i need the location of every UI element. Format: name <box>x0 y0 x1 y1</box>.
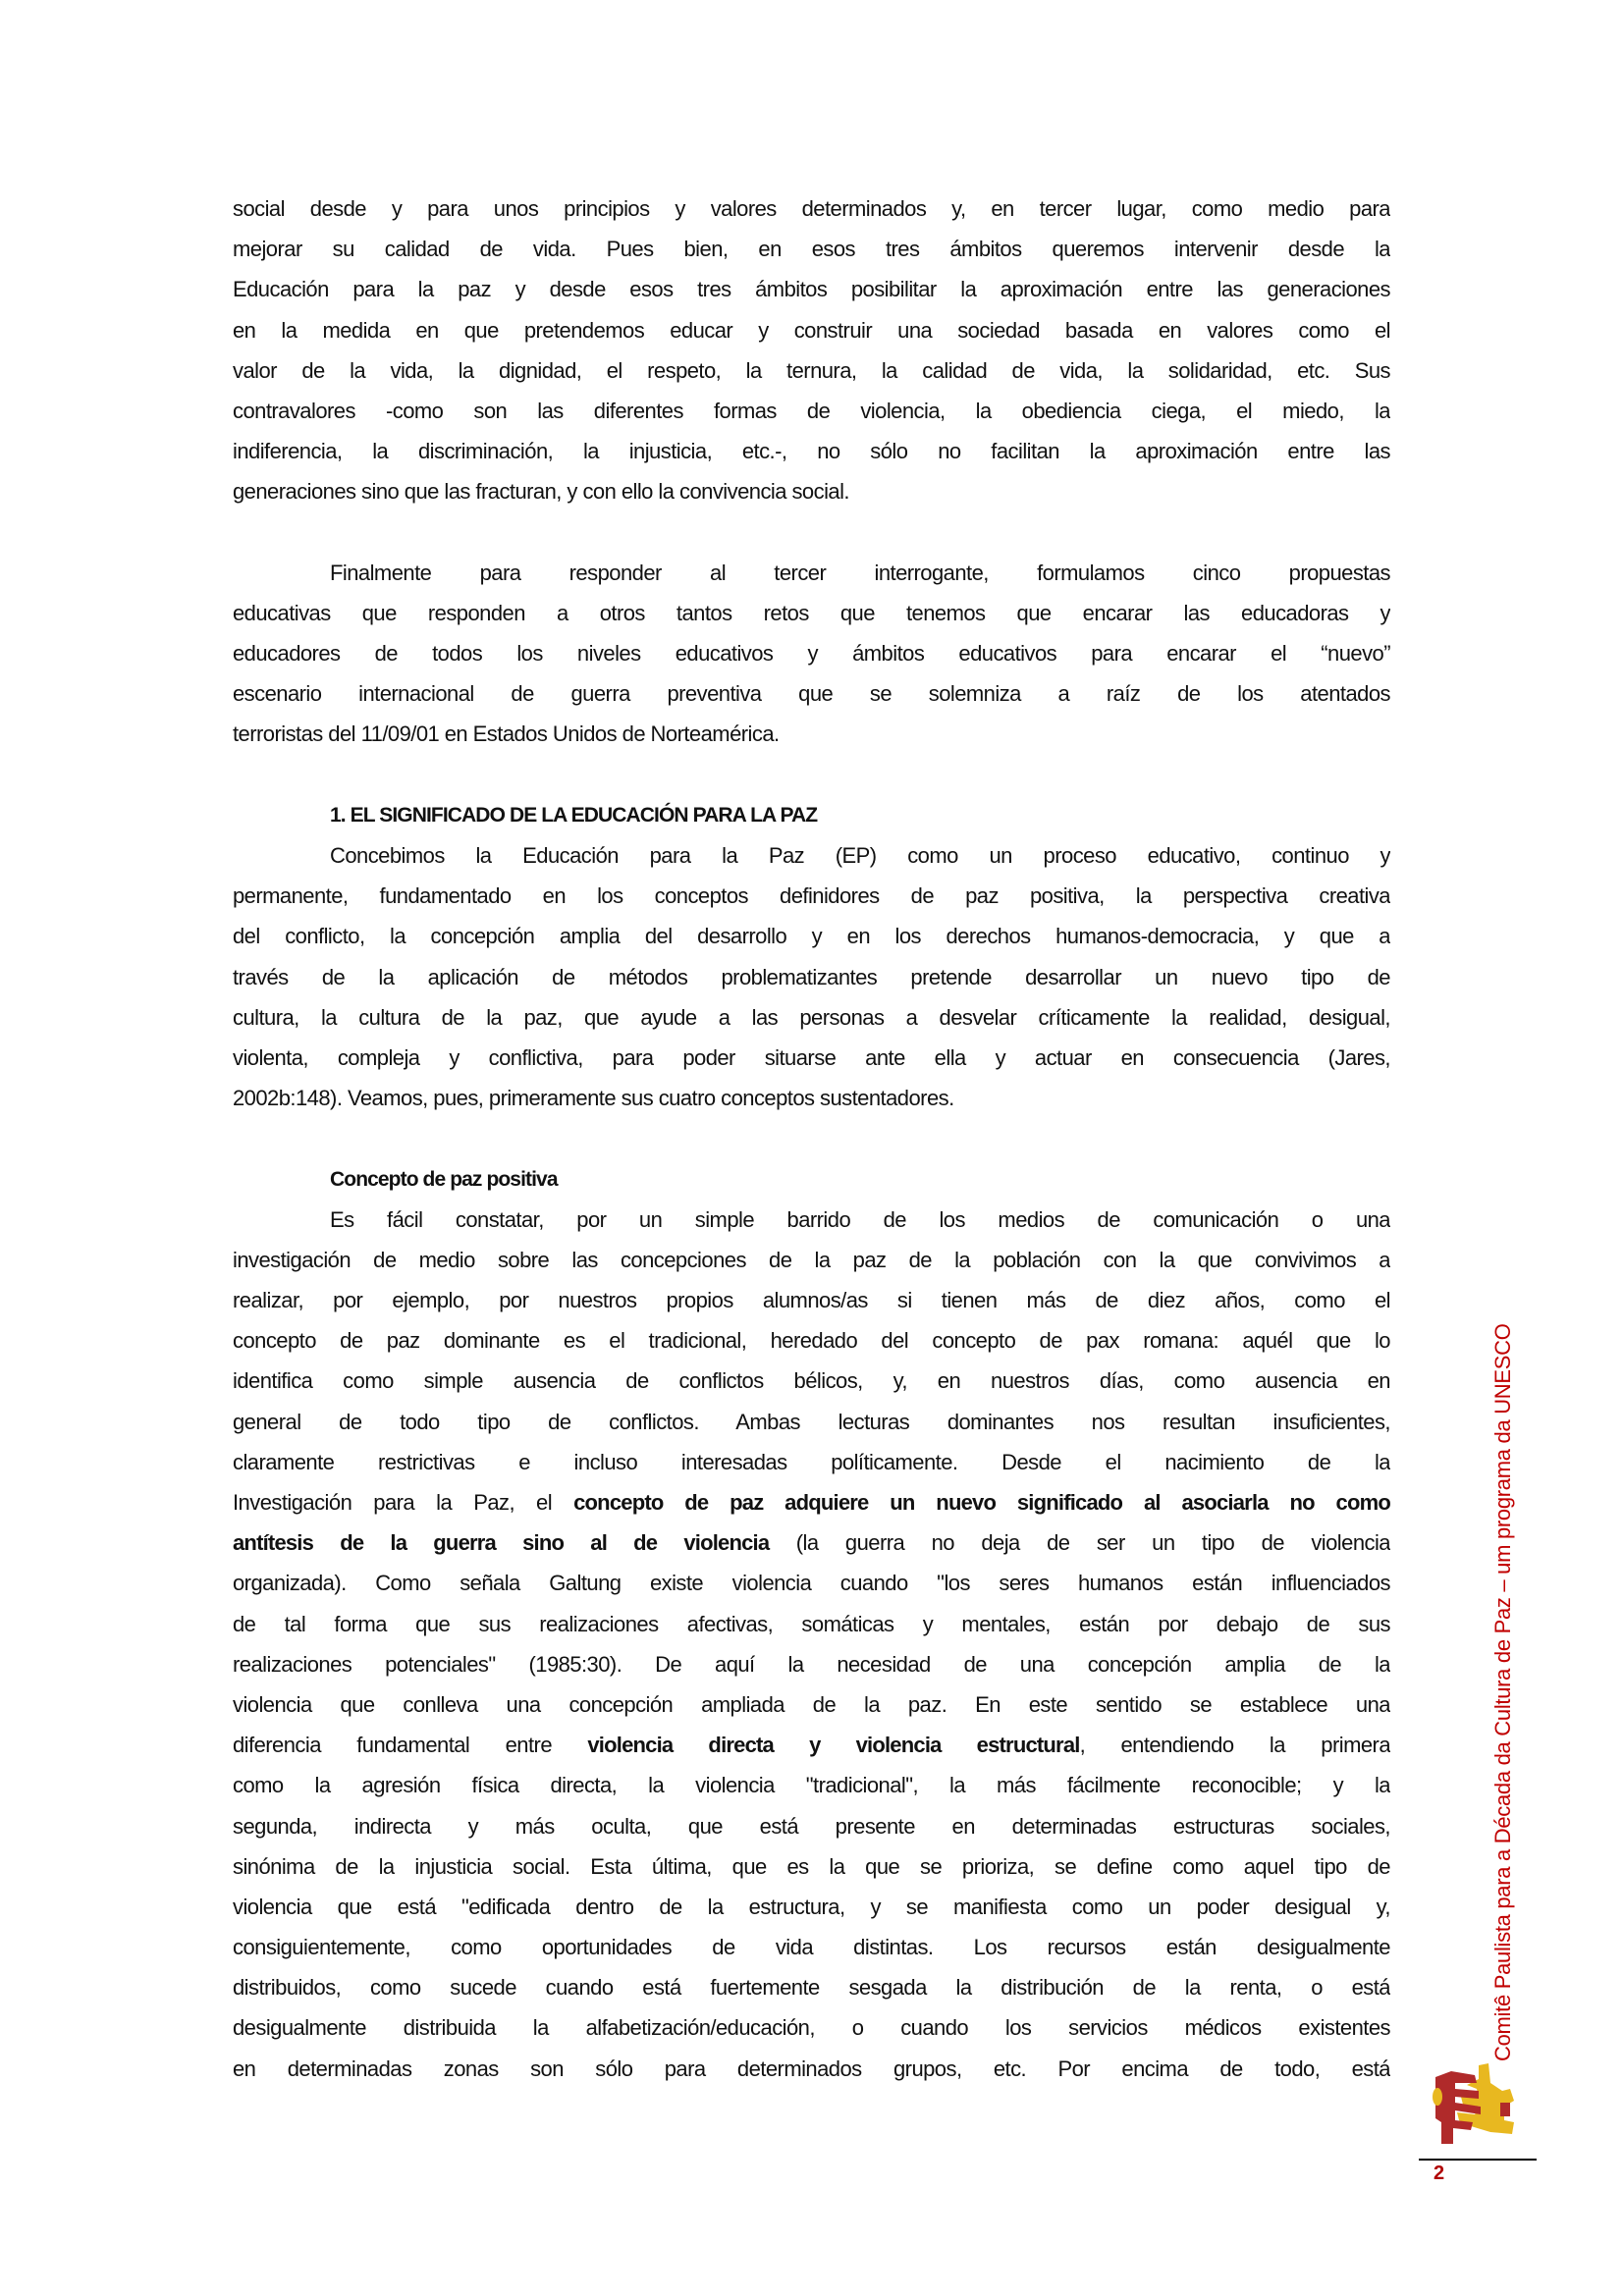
logo-yellow-dot <box>1433 2088 1442 2106</box>
sidebar-organization-text: Comitê Paulista para a Década da Cultura de Paz – um programa da UNESCO <box>1490 1323 1515 2061</box>
text-line: en determinadas zonas son sólo para determinados grupos, etc. Por encima de todo, está <box>233 2056 1390 2081</box>
text-line: Educación para la paz y desde esos tres ámbitos posibilitar la aproximación entre las generaciones <box>233 277 1390 302</box>
text-line: cultura, la cultura de la paz, que ayude a las personas a desvelar críticamente la realidad, desigual, <box>233 1004 1390 1030</box>
text-line-with-bold <box>233 1482 1390 1522</box>
text-line: violenta, compleja y conflictiva, para poder situarse ante ella y actuar en consecuencia (Jares, <box>233 1044 1390 1070</box>
text-column <box>233 188 1390 2089</box>
logo-red-mark <box>1500 2103 1510 2116</box>
text-line: concepto de paz dominante es el tradicional, heredado del concepto de pax romana: aquél que lo <box>233 1328 1390 1354</box>
text-line: claramente restrictivas e incluso interesadas políticamente. Desde el nacimiento de la <box>233 1449 1390 1474</box>
text-line: segunda, indirecta y más oculta, que está presente en determinadas estructuras sociales, <box>233 1813 1390 1839</box>
text-line: social desde y para unos principios y valores determinados y, en tercer lugar, como medio para <box>233 196 1390 221</box>
text-line: desigualmente distribuida la alfabetización/educación, o cuando los servicios médicos existentes <box>233 2015 1390 2041</box>
text-line: valor de la vida, la dignidad, el respeto, la ternura, la calidad de vida, la solidaridad, etc. Sus <box>233 357 1390 383</box>
text-line: educativas que responden a otros tantos retos que tenemos que encarar las educadoras y <box>233 600 1390 625</box>
page-number: 2 <box>1434 2163 1445 2184</box>
text-line: educadores de todos los niveles educativos y ámbitos educativos para encarar el “nuevo” <box>233 641 1390 667</box>
text-line: violencia que conlleva una concepción ampliada de la paz. En este sentido se establece una <box>233 1691 1390 1717</box>
text-line-with-bold <box>233 1522 1390 1563</box>
paragraph-3 <box>233 835 1390 1118</box>
text-line: como la agresión física directa, la violencia "tradicional", la más fácilmente reconocible; y la <box>233 1773 1390 1798</box>
text-run: diferencia fundamental entre <box>233 1733 588 1758</box>
footer-rule <box>1419 2159 1537 2161</box>
text-line: generaciones sino que las fracturan, y con ello la convivencia social. <box>233 479 849 505</box>
text-line: permanente, fundamentado en los conceptos definidores de paz positiva, la perspectiva creativa <box>233 883 1390 909</box>
paragraph-4 <box>233 1200 1390 2089</box>
subheading: Concepto de paz positiva <box>330 1167 558 1191</box>
paragraph-gap <box>233 512 1390 553</box>
text-line: indiferencia, la discriminación, la injusticia, etc.-, no sólo no facilitan la aproximación entre las <box>233 439 1390 464</box>
text-line: través de la aplicación de métodos problematizantes pretende desarrollar un nuevo tipo de <box>233 964 1390 989</box>
text-line: investigación de medio sobre las concepciones de la paz de la población con la que convivimos a <box>233 1247 1390 1272</box>
text-line: distribuidos, como sucede cuando está fuertemente sesgada la distribución de la renta, o está <box>233 1975 1390 2001</box>
paragraph-1 <box>233 188 1390 512</box>
text-run: , entendiendo la primera <box>1079 1733 1390 1758</box>
text-line: general de todo tipo de conflictos. Ambas lecturas dominantes nos resultan insuficientes, <box>233 1409 1390 1434</box>
bold-emphasis: violencia directa y violencia estructural <box>587 1733 1080 1758</box>
text-line: Finalmente para responder al tercer interrogante, formulamos cinco propuestas <box>330 560 1390 585</box>
section-heading: 1. EL SIGNIFICADO DE LA EDUCACIÓN PARA LA PAZ <box>330 803 818 827</box>
text-line: Es fácil constatar, por un simple barrido de los medios de comunicación o una <box>330 1206 1390 1232</box>
text-line: realizaciones potenciales" (1985:30). De aquí la necesidad de una concepción amplia de la <box>233 1651 1390 1677</box>
text-line: violencia que está "edificada dentro de la estructura, y se manifiesta como un poder desigual y, <box>233 1894 1390 1919</box>
text-line: escenario internacional de guerra preventiva que se solemniza a raíz de los atentados <box>233 681 1390 707</box>
text-run: (la guerra no deja de ser un tipo de violencia <box>769 1530 1390 1556</box>
paragraph-2 <box>233 553 1390 755</box>
bold-emphasis: antítesis de la guerra sino al de violencia <box>233 1530 770 1556</box>
text-line: 2002b:148). Veamos, pues, primeramente sus cuatro conceptos sustentadores. <box>233 1086 954 1111</box>
text-line: contravalores -como son las diferentes formas de violencia, la obediencia ciega, el miedo, la <box>233 398 1390 423</box>
text-line: del conflicto, la concepción amplia del desarrollo y en los derechos humanos-democracia, y que a <box>233 924 1390 949</box>
text-line: identifica como simple ausencia de conflictos bélicos, y, en nuestros días, como ausencia en <box>233 1368 1390 1394</box>
text-line: Concebimos la Educación para la Paz (EP) como un proceso educativo, continuo y <box>330 843 1390 868</box>
text-line: en la medida en que pretendemos educar y construir una sociedad basada en valores como el <box>233 317 1390 343</box>
comite-paulista-logo-icon <box>1432 2061 1518 2148</box>
paragraph-gap <box>233 1118 1390 1158</box>
text-line-with-bold <box>233 1725 1390 1765</box>
text-line: realizar, por ejemplo, por nuestros propios alumnos/as si tienen más de diez años, como el <box>233 1288 1390 1313</box>
text-line: sinónima de la injusticia social. Esta última, que es la que se prioriza, se define como aquel tipo de <box>233 1853 1390 1879</box>
text-line: mejorar su calidad de vida. Pues bien, en esos tres ámbitos queremos intervenir desde la <box>233 237 1390 262</box>
text-line: organizada). Como señala Galtung existe violencia cuando "los seres humanos están influenciados <box>233 1571 1390 1596</box>
paragraph-gap <box>233 755 1390 795</box>
logo-red-shape <box>1435 2071 1481 2144</box>
text-line: terroristas del 11/09/01 en Estados Unidos de Norteamérica. <box>233 721 780 747</box>
text-line: consiguientemente, como oportunidades de vida distintas. Los recursos están desigualmente <box>233 1935 1390 1960</box>
text-line: de tal forma que sus realizaciones afectivas, somáticas y mentales, están por debajo de sus <box>233 1611 1390 1636</box>
text-run: Investigación para la Paz, el <box>233 1490 574 1515</box>
bold-emphasis: concepto de paz adquiere un nuevo significado al asociarla no como <box>573 1490 1390 1515</box>
